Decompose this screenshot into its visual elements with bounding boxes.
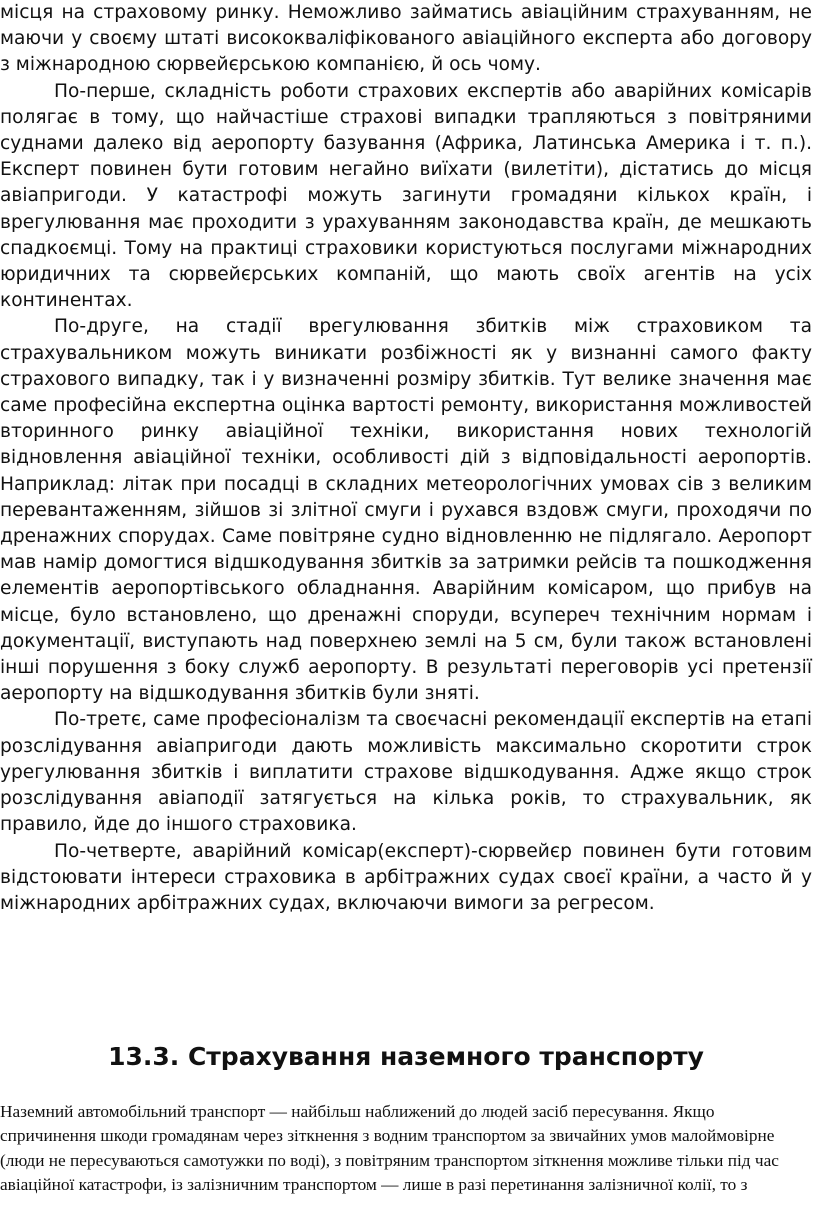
- paragraph-continued: місця на страховому ринку. Неможливо займатись авіаційним страхуванням, не маючи у своєму штаті висококваліфікованого авіаційного експерта або договору з міжнародною сюрвейєрською компанією, й ось чому.: [0, 2, 812, 76]
- section-intro-paragraph: Наземний автомобільний транспорт — найбільш наближений до людей засіб пересування. Якщо спричинення шкоди громадянам через зіткнення з водним транспортом за звичайних умов малоймовірне (люди не пересуваються самотужки по воді), з повітряним транспортом зіткнення можливе тільки під час авіаційної катастрофи, із залізничним транспортом — лише в разі перетинання залізничної колії, то з: [0, 1102, 779, 1195]
- paragraph-second-reason: По-друге, на стадії врегулювання збитків між страховиком та страхувальником можуть виникати розбіжності як у визнанні самого факту страхового випадку, так і у визначенні розміру збитків. Тут велике значення має саме професійна експертна оцінка вартості ремонту, використання можливостей вторинного ринку авіаційної техніки, використання нових технологій відновлення авіаційної техніки, особливості дій з відповідальності аеропортів. Наприклад: літак при посадці в складних метеорологічних умовах сів з великим перевантаженням, зійшов зі злітної смуги і рухався вздовж смуги, проходячи по дренажних спорудах. Саме повітряне судно відновленню не підлягало. Аеропорт мав намір домогтися відшкодування збитків за затримки рейсів та пошкодження елементів аеропортівського обладнання. Аварійним комісаром, що прибув на місце, було встановлено, що дренажні споруди, всупереч технічним нормам і документації, виступають над поверхнею землі на 5 см, були також встановлені інші порушення з боку служб аеропорту. В результаті переговорів усі претензії аеропорту на відшкодування збитків були зняті.: [0, 316, 812, 705]
- paragraph-first-reason: По-перше, складність роботи страхових експертів або аварійних комісарів полягає в тому, що найчастіше страхові випадки трапляються з повітряними суднами далеко від аеропорту базування (Африка, Латинська Америка і т. п.). Експерт повинен бути готовим негайно виїхати (вилетіти), дістатись до місця авіапригоди. У катастрофі можуть загинути громадяни кількох країн, і врегулювання має проходити з урахуванням законодавства країн, де мешкають спадкоємці. Тому на практиці страховики користуються послугами міжнародних юридичних та сюрвейєрських компаній, що мають своїх агентів на усіх континентах.: [0, 80, 812, 312]
- paragraph-third-reason: По-третє, саме професіоналізм та своєчасні рекомендації експертів на етапі розслідування авіапригоди дають можливість максимально скоротити строк урегулювання збитків і виплатити страхове відшкодування. Адже якщо строк розслідування авіаподії затягується на кілька років, то страхувальник, як правило, йде до іншого страховика.: [0, 709, 812, 836]
- paragraph-fourth-reason: По-четверте, аварійний комісар(експерт)-сюрвейєр повинен бути готовим відстоювати інтереси страховика в арбітражних судах своєї країни, а часто й у міжнародних арбітражних судах, включаючи вимоги за регресом.: [0, 840, 812, 914]
- section-heading: 13.3. Страхування наземного транспорту: [108, 1042, 704, 1071]
